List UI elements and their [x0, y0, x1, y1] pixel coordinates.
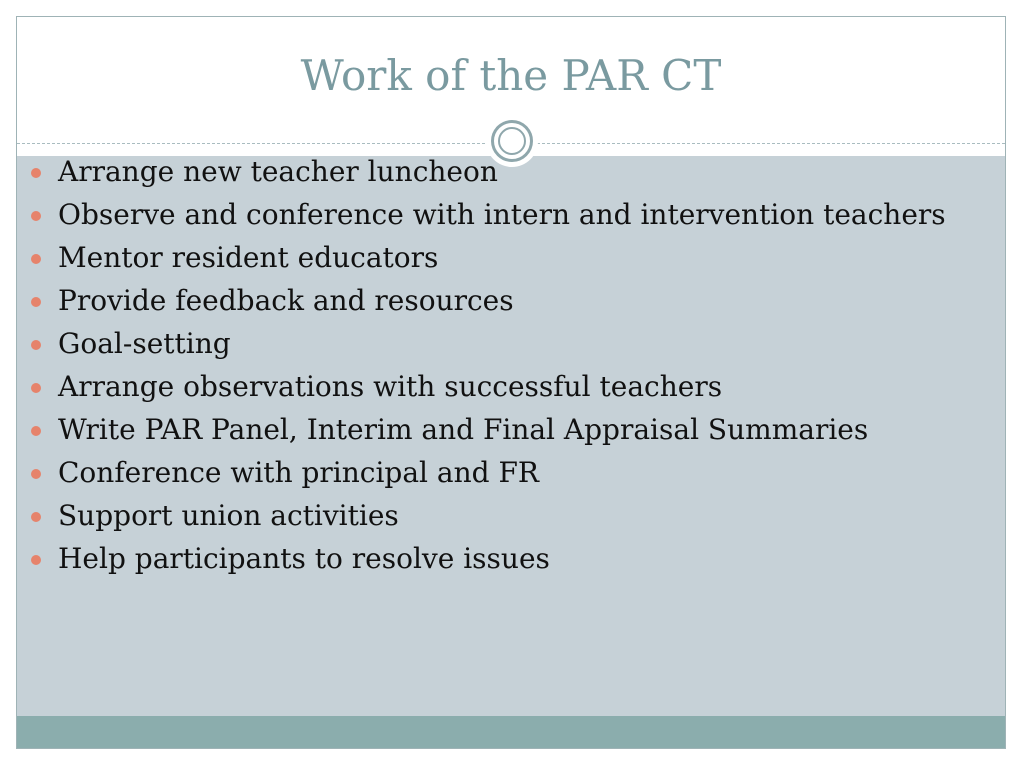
bullet-dot-icon — [31, 340, 41, 350]
bullet-text: Mentor resident educators — [58, 241, 439, 274]
bullet-item — [58, 155, 958, 189]
bullet-dot-icon — [31, 254, 41, 264]
bullet-dot-icon — [31, 426, 41, 436]
bullet-item — [58, 413, 958, 447]
bullet-dot-icon — [31, 512, 41, 522]
bullet-item — [58, 456, 958, 490]
bullet-text: Goal-setting — [58, 327, 231, 360]
bullet-item — [58, 542, 958, 576]
footer-band — [17, 716, 1005, 749]
bullet-dot-icon — [31, 469, 41, 479]
bullet-dot-icon — [31, 383, 41, 393]
bullet-text: Help participants to resolve issues — [58, 542, 550, 575]
bullet-item — [58, 370, 958, 404]
bullet-text: Arrange observations with successful teachers — [58, 370, 723, 403]
slide-title: Work of the PAR CT — [300, 51, 722, 100]
bullet-text: Conference with principal and FR — [58, 456, 539, 489]
bullet-item — [58, 499, 958, 533]
bullet-text: Support union activities — [58, 499, 399, 532]
bullet-dot-icon — [31, 555, 41, 565]
bullet-text: Observe and conference with intern and intervention teachers — [58, 198, 946, 231]
bullet-dot-icon — [31, 211, 41, 221]
bullet-item — [58, 241, 958, 275]
bullet-item — [58, 284, 958, 318]
bullet-item — [58, 198, 958, 232]
bullet-text: Arrange new teacher luncheon — [58, 155, 498, 188]
bullet-list — [58, 155, 958, 585]
bullet-item — [58, 327, 958, 361]
bullet-dot-icon — [31, 297, 41, 307]
bullet-text: Provide feedback and resources — [58, 284, 514, 317]
bullet-dot-icon — [31, 168, 41, 178]
bullet-text: Write PAR Panel, Interim and Final Appraisal Summaries — [58, 413, 869, 446]
